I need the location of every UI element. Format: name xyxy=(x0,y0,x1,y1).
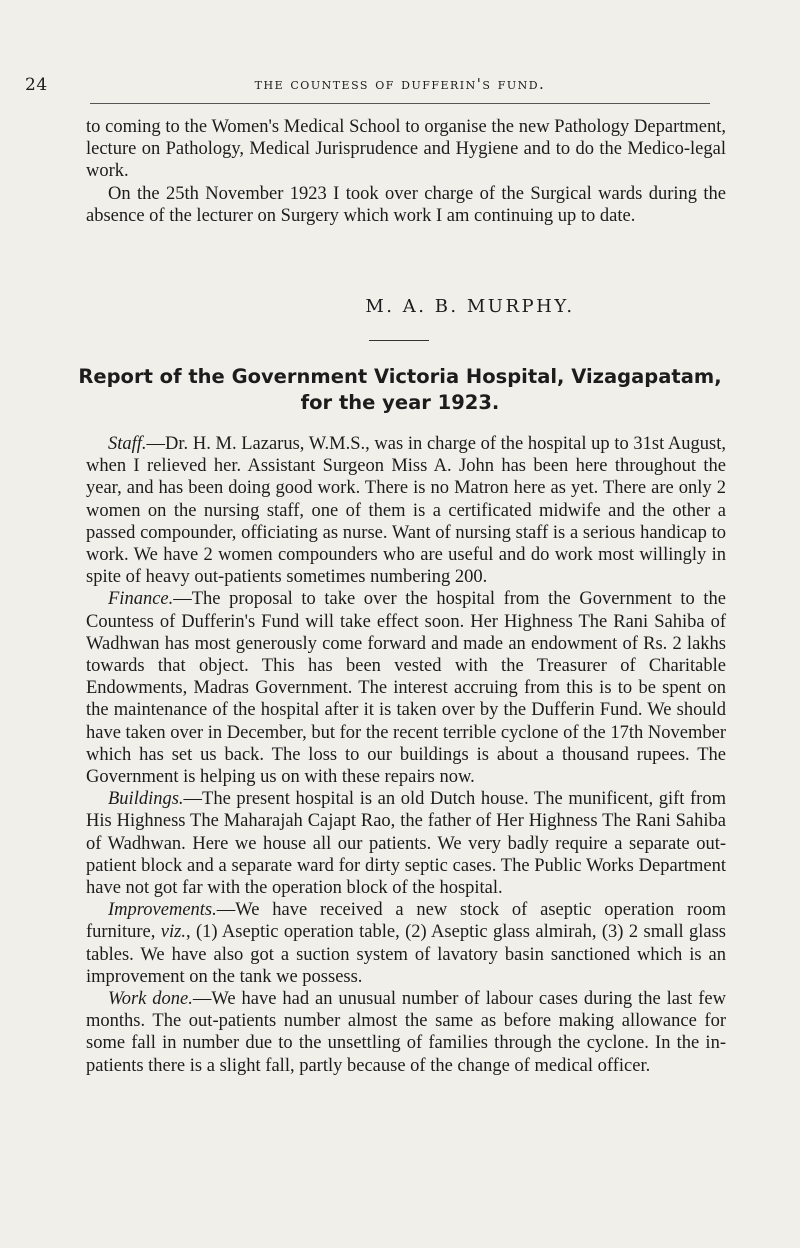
intro-text xyxy=(86,116,726,227)
signature: M. A. B. MURPHY. xyxy=(365,296,575,317)
page-number: 24 xyxy=(25,75,48,95)
section-text: —The proposal to take over the hospital from the Government to the Countess of Dufferin's Fund will take effect soon. Her Highness The Rani Sahiba of Wadhwan has most generously come forward and made an endowment of Rs. 2 lakhs towards that object. This has been vested with the Treasurer of Charitable Endowments, Madras Government. The interest accruing from this is to be spent on the maintenance of the hospital after it is taken over by the Dufferin Fund. We should have taken over in December, but for the recent terrible cyclone of the 17th November which has set us back. The loss to our buildings is about a thousand rupees. The Government is helping us on with these repairs now. xyxy=(86,589,726,788)
section-heading: Improvements. xyxy=(108,900,217,921)
report-body xyxy=(86,433,726,1077)
running-head-text: the countess of dufferin's fund. xyxy=(254,75,546,93)
section-heading: Buildings. xyxy=(108,789,184,810)
section-buildings xyxy=(86,788,726,899)
section-finance xyxy=(86,588,726,788)
section-heading: Staff. xyxy=(108,434,147,454)
section-text-continued: , (1) Aseptic operation table, (2) Aseptic glass almirah, (3) 2 small glass tables. We have also got a suction system of lavatory basin sanctioned which is an improvement on the tank we possess. xyxy=(86,922,727,987)
section-divider xyxy=(369,340,429,341)
report-title xyxy=(0,364,800,416)
report-title-line-2: for the year 1923. xyxy=(300,391,500,414)
section-heading: Finance. xyxy=(108,589,174,610)
running-head xyxy=(0,75,800,93)
section-staff xyxy=(86,433,726,588)
section-text: —The present hospital is an old Dutch house. The munificent, gift from His Highness The Maharajah Cajapt Rao, the father of Her Highness The Rani Sahiba of Wadhwan. Here we house all our patients. We very badly require a separate out-patient block and a separate ward for dirty septic cases. The Public Works Department have not got far with the operation block of the hospital. xyxy=(86,789,726,899)
report-title-line-1: Report of the Government Victoria Hospital, Vizagapatam, xyxy=(78,365,722,388)
viz-abbreviation: viz. xyxy=(160,922,186,943)
section-text: —Dr. H. M. Lazarus, W.M.S., was in charge of the hospital up to 31st August, when I relieved her. Assistant Surgeon Miss A. John has been here throughout the year, and has been doing good work. There is no Matron here as yet. There are only 2 women on the nursing staff, one of them is a certificated midwife and the other a passed compounder, officiating as nurse. Want of nursing staff is a serious handicap to work. We have 2 women compounders who are useful and do work most willingly in spite of heavy out-patients sometimes numbering 200. xyxy=(86,434,726,588)
section-improvements xyxy=(86,899,726,988)
section-heading: Work done. xyxy=(108,989,193,1010)
header-rule xyxy=(90,103,710,104)
section-work-done xyxy=(86,988,726,1077)
section-text: —We have had an unusual number of labour cases during the last few months. The out-patients number almost the same as before making allowance for some fall in number due to the unsettling of families through the cyclone. In the in-patients there is a slight fall, partly because of the change of medical officer. xyxy=(86,989,726,1076)
section-text: —We have received a new stock of aseptic operation room furniture, xyxy=(86,900,726,943)
intro-paragraph-1: to coming to the Women's Medical School to organise the new Pathology Department, lecture on Pathology, Medical Jurisprudence and Hygiene and to do the Medico-legal work. xyxy=(86,117,726,182)
intro-paragraph-2: On the 25th November 1923 I took over charge of the Surgical wards during the absence of the lecturer on Surgery which work I am continuing up to date. xyxy=(86,183,726,226)
